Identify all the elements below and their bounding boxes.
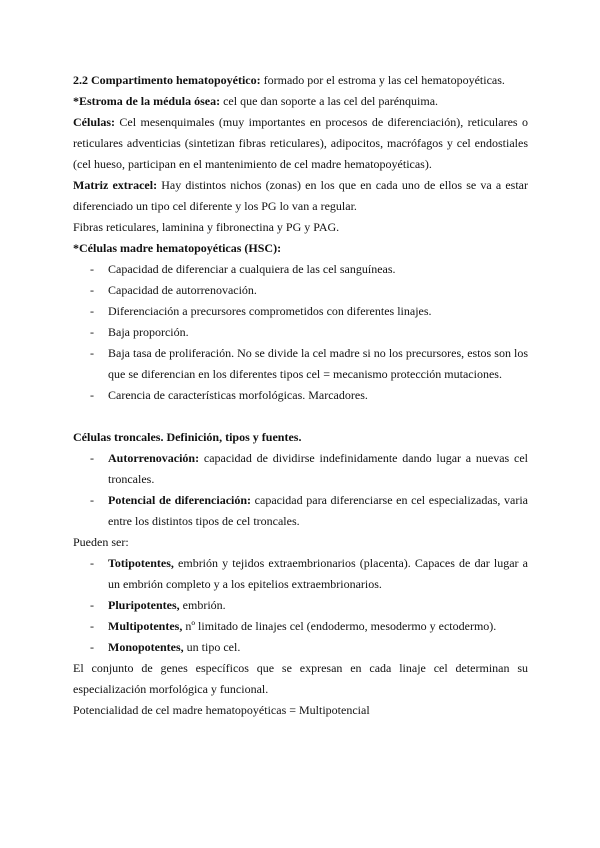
item-text: capacidad para diferenciarse en cel especializadas, varia entre los distintos tipos de cel troncales. xyxy=(108,493,528,528)
document-body xyxy=(73,70,528,721)
list-item: - Capacidad de autorrenovación. xyxy=(73,280,528,301)
compartment-heading: 2.2 Compartimento hematopoyético: xyxy=(73,73,261,87)
list-item: - Baja tasa de proliferación. No se divide la cel madre si no los precursores, estos son los que se diferencian en los diferentes tipos cel = mecanismo protección mutaciones. xyxy=(73,343,528,385)
fibers-paragraph: Fibras reticulares, laminina y fibronectina y PG y PAG. xyxy=(73,220,340,234)
potency-paragraph: Potencialidad de cel madre hematopoyéticas = Multipotencial xyxy=(73,703,370,717)
stroma-paragraph xyxy=(73,91,528,112)
compartment-paragraph xyxy=(73,70,528,91)
list-item xyxy=(73,637,528,658)
hsc-heading: *Células madre hematopoyéticas (HSC): xyxy=(73,241,282,255)
item-term: Pluripotentes, xyxy=(108,598,180,612)
compartment-text: formado por el estroma y las cel hematopoyéticas. xyxy=(260,73,505,87)
item-text: embrión y tejidos extraembrionarios (placenta). Capaces de dar lugar a un embrión completo y a los epitelios extraembrionarios. xyxy=(108,556,528,591)
stem-cells-heading: Células troncales. Definición, tipos y fuentes. xyxy=(73,430,302,444)
stroma-heading: *Estroma de la médula ósea: xyxy=(73,94,221,108)
hsc-list xyxy=(73,259,528,406)
cells-paragraph xyxy=(73,112,528,175)
list-item xyxy=(73,616,528,637)
item-term: Monopotentes, xyxy=(108,640,184,654)
stem-properties-list xyxy=(73,448,528,532)
cells-heading: Células: xyxy=(73,115,115,129)
types-intro: Pueden ser: xyxy=(73,535,129,549)
cells-text: Cel mesenquimales (muy importantes en procesos de diferenciación), reticulares o reticulares adventicias (sintetizan fibras reticulares), adipocitos, macrófagos y cel endostiales (cel hueso, participan en el mantenimiento de cel madre hematopoyéticas). xyxy=(73,115,528,171)
item-term: Totipotentes, xyxy=(108,556,174,570)
item-term: Autorrenovación: xyxy=(108,451,200,465)
matrix-heading: Matriz extracel: xyxy=(73,178,158,192)
potency-types-list xyxy=(73,553,528,658)
list-item xyxy=(73,553,528,595)
item-term: Potencial de diferenciación: xyxy=(108,493,252,507)
matrix-paragraph xyxy=(73,175,528,217)
item-text: nº limitado de linajes cel (endodermo, mesodermo y ectodermo). xyxy=(182,619,497,633)
item-term: Multipotentes, xyxy=(108,619,183,633)
item-text: capacidad de dividirse indefinidamente dando lugar a nuevas cel troncales. xyxy=(108,451,528,486)
matrix-text: Hay distintos nichos (zonas) en los que en cada uno de ellos se va a estar diferenciado un tipo cel diferente y los PG lo van a regular. xyxy=(73,178,528,213)
item-text: un tipo cel. xyxy=(183,640,241,654)
conclusion-paragraph: El conjunto de genes específicos que se expresan en cada linaje cel determinan su especialización morfológica y funcional. xyxy=(73,661,528,696)
blank-line xyxy=(73,406,528,427)
list-item xyxy=(73,490,528,532)
item-text: embrión. xyxy=(179,598,226,612)
list-item: - Capacidad de diferenciar a cualquiera de las cel sanguíneas. xyxy=(73,259,528,280)
list-item: - Diferenciación a precursores comprometidos con diferentes linajes. xyxy=(73,301,528,322)
list-item: - Carencia de características morfológicas. Marcadores. xyxy=(73,385,528,406)
list-item xyxy=(73,448,528,490)
list-item xyxy=(73,595,528,616)
stroma-text: cel que dan soporte a las cel del parénquima. xyxy=(220,94,439,108)
list-item: - Baja proporción. xyxy=(73,322,528,343)
